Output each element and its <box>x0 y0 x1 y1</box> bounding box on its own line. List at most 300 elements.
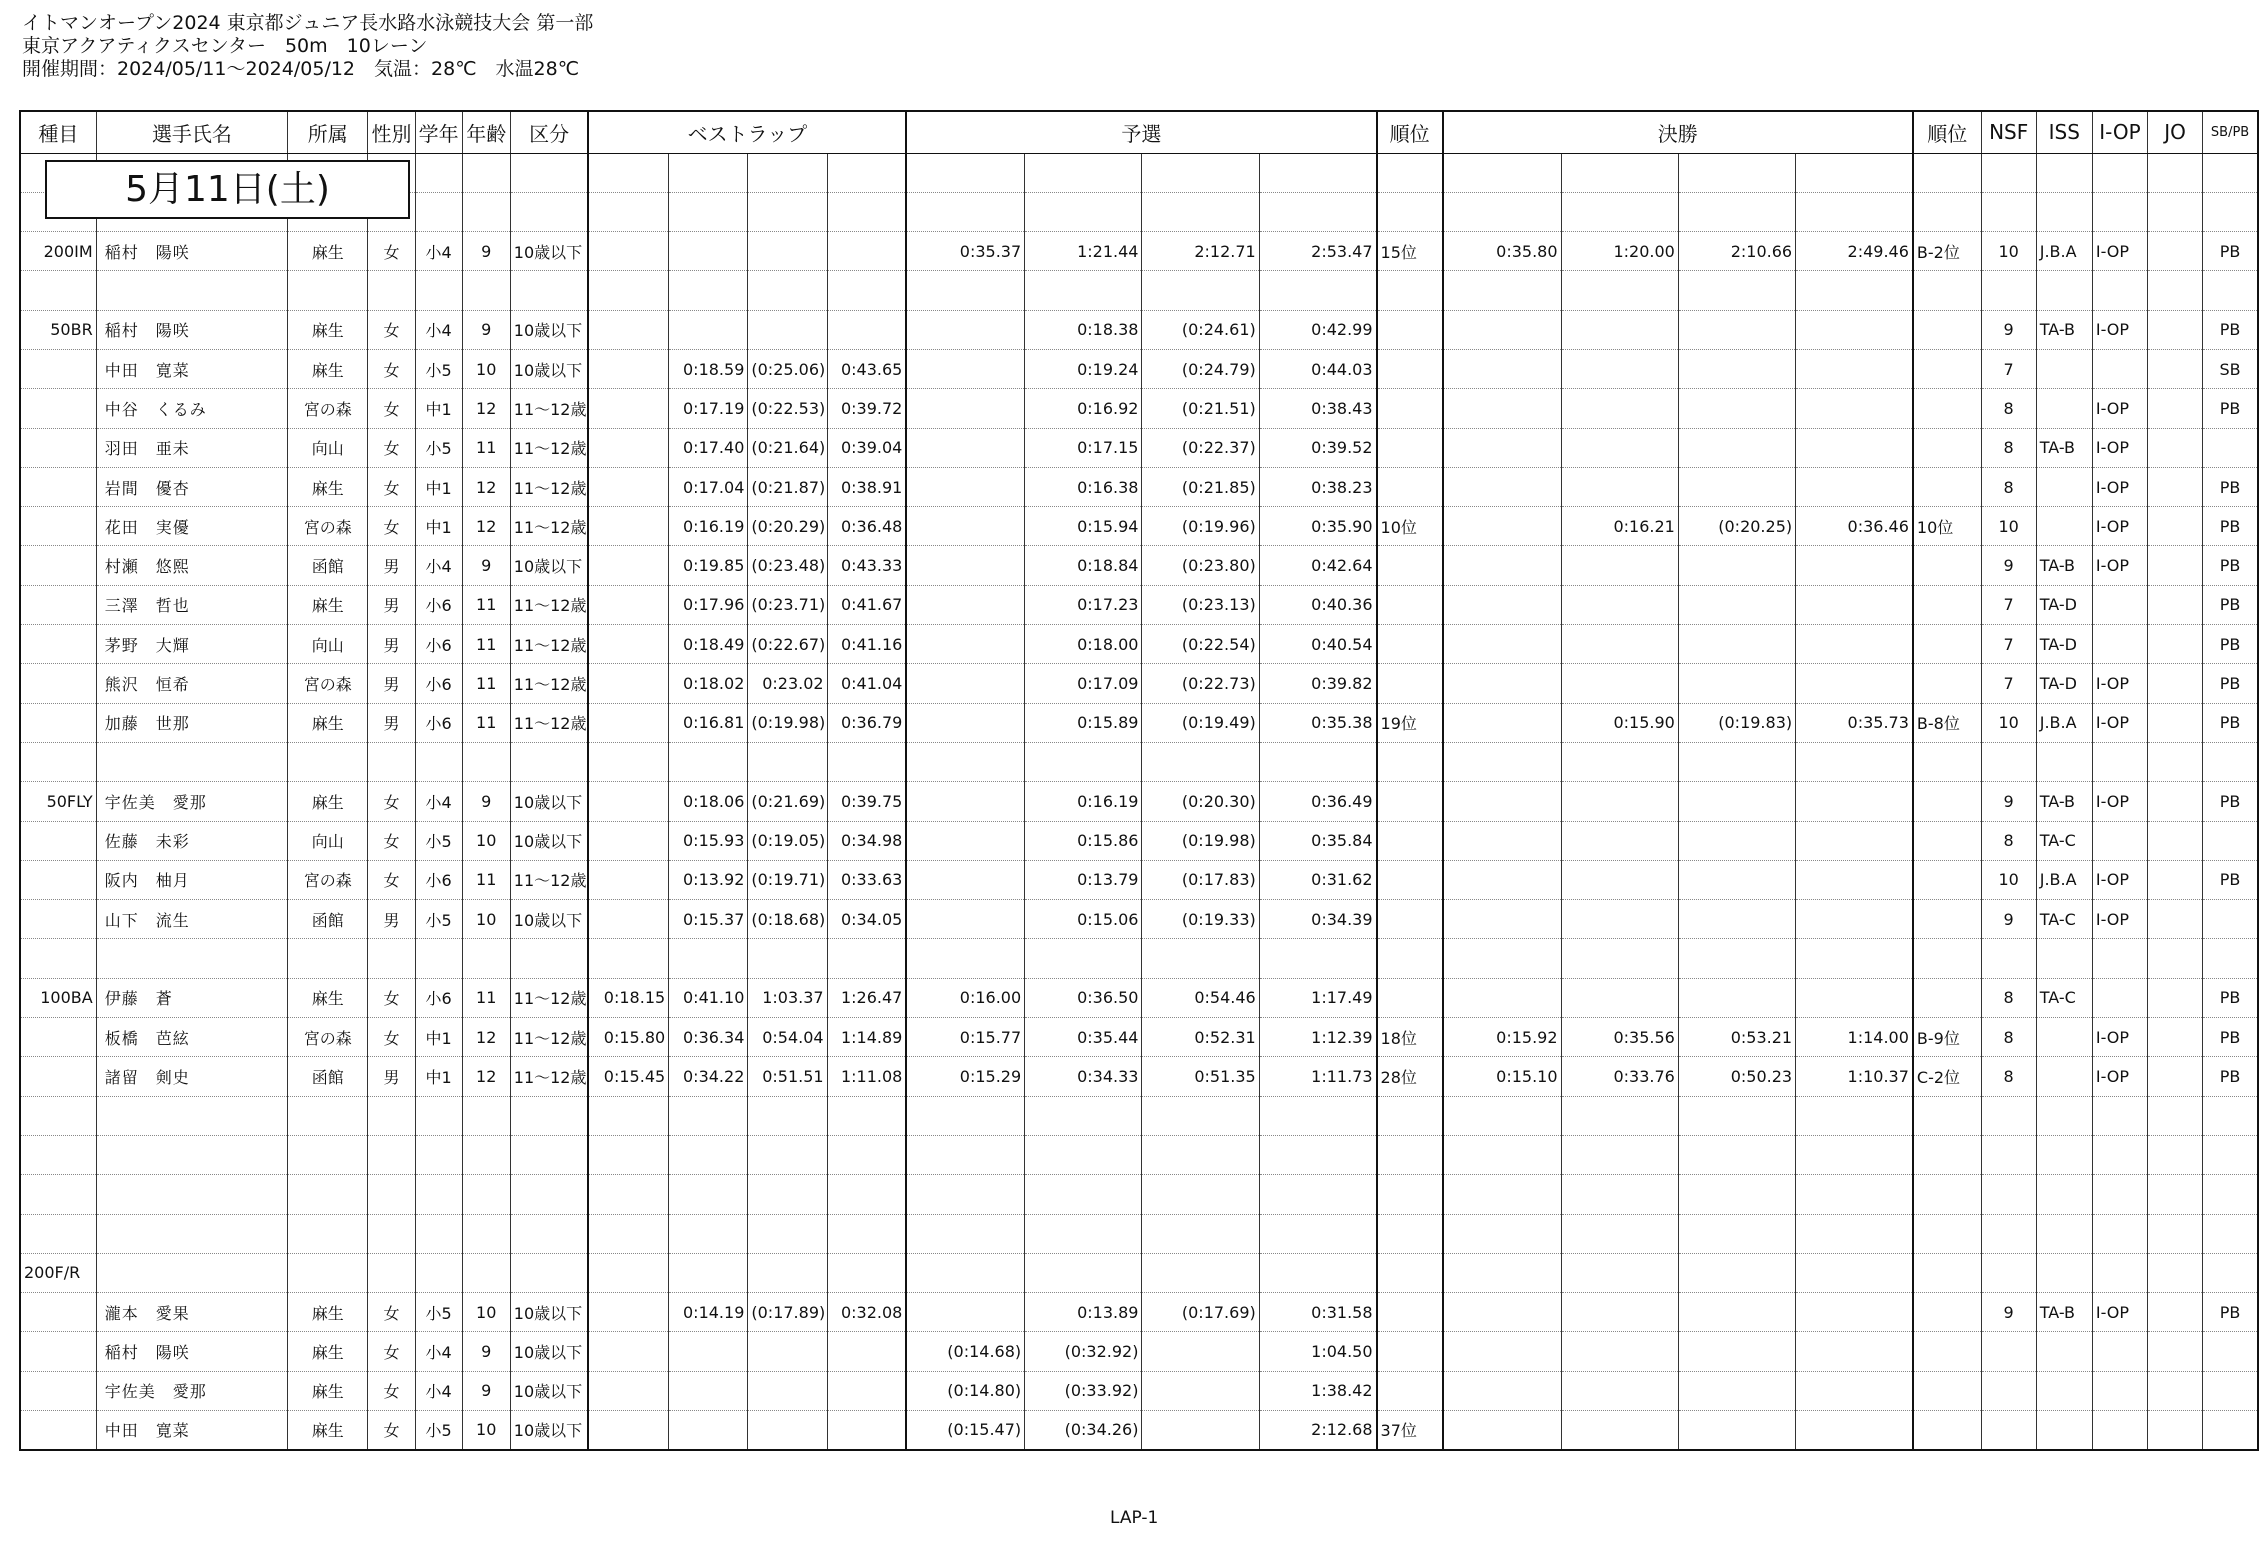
empty-cell <box>1981 192 2036 231</box>
best-lap-split: (0:22.53) <box>748 389 827 428</box>
best-lap-split: 1:14.89 <box>827 1018 906 1057</box>
empty-cell <box>2092 192 2147 231</box>
empty-cell <box>2203 271 2258 310</box>
age-cell: 12 <box>462 467 510 506</box>
final-split <box>1443 349 1561 388</box>
empty-cell <box>1259 1135 1376 1174</box>
sex-cell: 女 <box>368 1411 415 1450</box>
best-lap-split <box>588 310 668 349</box>
age-cell: 11 <box>462 703 510 742</box>
prelim-split: 1:04.50 <box>1259 1332 1376 1371</box>
prelim-split: (0:17.83) <box>1142 860 1259 899</box>
empty-cell <box>368 939 415 978</box>
sbpb-cell: PB <box>2203 782 2258 821</box>
empty-cell <box>415 742 462 781</box>
empty-cell <box>906 1253 1024 1292</box>
division-cell: 11～12歳 <box>510 389 588 428</box>
best-lap-split: (0:19.98) <box>748 703 827 742</box>
team-cell: 麻生 <box>288 1332 368 1371</box>
event-cell <box>20 939 96 978</box>
iss-cell <box>2036 1057 2092 1096</box>
iss-cell: TA-D <box>2036 585 2092 624</box>
prelim-split: 0:44.03 <box>1259 349 1376 388</box>
final-rank <box>1913 900 1981 939</box>
event-cell <box>20 625 96 664</box>
best-lap-split <box>588 703 668 742</box>
prelim-split <box>906 546 1024 585</box>
empty-cell <box>2203 1253 2258 1292</box>
grade-cell: 中1 <box>415 507 462 546</box>
prelim-split: 0:39.52 <box>1259 428 1376 467</box>
team-cell: 麻生 <box>288 782 368 821</box>
final-split <box>1443 782 1561 821</box>
prelim-split: 0:15.29 <box>906 1057 1024 1096</box>
empty-cell <box>510 271 588 310</box>
empty-cell <box>1561 1253 1678 1292</box>
empty-cell <box>1796 1175 1913 1214</box>
iss-cell <box>2036 1411 2092 1450</box>
best-lap-split <box>588 467 668 506</box>
empty-cell <box>2092 939 2147 978</box>
prelim-split: (0:33.92) <box>1025 1371 1142 1410</box>
empty-cell <box>2092 271 2147 310</box>
prelim-split: 0:42.99 <box>1259 310 1376 349</box>
division-cell: 11～12歳 <box>510 978 588 1017</box>
table-row <box>20 271 2258 310</box>
sex-cell: 女 <box>368 782 415 821</box>
final-rank <box>1913 1332 1981 1371</box>
best-lap-split: (0:21.69) <box>748 782 827 821</box>
empty-cell <box>1025 1253 1142 1292</box>
empty-cell <box>415 271 462 310</box>
team-cell: 麻生 <box>288 1371 368 1410</box>
grade-cell: 小4 <box>415 1371 462 1410</box>
best-lap-split <box>588 232 668 271</box>
empty-cell <box>1796 1253 1913 1292</box>
final-split: 0:35.56 <box>1561 1018 1678 1057</box>
col-rank-prelim: 順位 <box>1377 111 1443 153</box>
best-lap-split <box>588 1293 668 1332</box>
iss-cell <box>2036 349 2092 388</box>
event-cell <box>20 1371 96 1410</box>
prelim-split: (0:23.13) <box>1142 585 1259 624</box>
best-lap-split <box>588 1411 668 1450</box>
sex-cell: 女 <box>368 507 415 546</box>
event-cell <box>20 1293 96 1332</box>
swimmer-name: 宇佐美 愛那 <box>96 1371 288 1410</box>
prelim-split <box>1142 1371 1259 1410</box>
best-lap-split <box>588 585 668 624</box>
final-split <box>1561 467 1678 506</box>
jo-cell <box>2148 232 2203 271</box>
prelim-split <box>906 860 1024 899</box>
prelim-split: 0:15.06 <box>1025 900 1142 939</box>
final-split <box>1561 782 1678 821</box>
empty-cell <box>510 1253 588 1292</box>
jo-cell <box>2148 310 2203 349</box>
prelim-split: 0:18.84 <box>1025 546 1142 585</box>
empty-cell <box>2036 192 2092 231</box>
age-cell: 12 <box>462 1057 510 1096</box>
final-split <box>1796 625 1913 664</box>
swimmer-name: 諸留 剣史 <box>96 1057 288 1096</box>
empty-cell <box>827 1214 906 1253</box>
sbpb-cell: PB <box>2203 664 2258 703</box>
final-rank: C-2位 <box>1913 1057 1981 1096</box>
prelim-split: 0:16.19 <box>1025 782 1142 821</box>
empty-cell <box>1913 1175 1981 1214</box>
best-lap-split: 0:15.93 <box>669 821 748 860</box>
empty-cell <box>1377 192 1443 231</box>
best-lap-split <box>748 1332 827 1371</box>
empty-cell <box>1259 939 1376 978</box>
prelim-split: 0:35.44 <box>1025 1018 1142 1057</box>
jo-cell <box>2148 860 2203 899</box>
swimmer-name: 稲村 陽咲 <box>96 310 288 349</box>
jo-cell <box>2148 546 2203 585</box>
empty-cell <box>1913 1096 1981 1135</box>
sbpb-cell: PB <box>2203 1018 2258 1057</box>
empty-cell <box>1259 742 1376 781</box>
final-split <box>1561 821 1678 860</box>
table-row <box>20 585 2258 624</box>
final-rank <box>1913 467 1981 506</box>
empty-cell <box>748 271 827 310</box>
table-row <box>20 939 2258 978</box>
prelim-rank: 18位 <box>1377 1018 1443 1057</box>
sbpb-cell: PB <box>2203 546 2258 585</box>
empty-cell <box>368 1214 415 1253</box>
table-row <box>20 1175 2258 1214</box>
division-cell: 10歳以下 <box>510 1293 588 1332</box>
empty-cell <box>288 939 368 978</box>
final-split <box>1561 664 1678 703</box>
final-split <box>1443 585 1561 624</box>
prelim-split: (0:20.30) <box>1142 782 1259 821</box>
final-split <box>1678 978 1795 1017</box>
iop-cell: I-OP <box>2092 860 2147 899</box>
best-lap-split <box>588 782 668 821</box>
sex-cell: 女 <box>368 978 415 1017</box>
final-split: 1:10.37 <box>1796 1057 1913 1096</box>
empty-cell <box>1443 153 1561 192</box>
col-best-lap: ベストラップ <box>588 111 906 153</box>
sex-cell: 男 <box>368 585 415 624</box>
empty-cell <box>510 939 588 978</box>
empty-cell <box>1678 271 1795 310</box>
empty-cell <box>462 742 510 781</box>
grade-cell: 中1 <box>415 467 462 506</box>
best-lap-split <box>588 389 668 428</box>
grade-cell: 小4 <box>415 546 462 585</box>
final-split: 1:14.00 <box>1796 1018 1913 1057</box>
sbpb-cell: PB <box>2203 1057 2258 1096</box>
empty-cell <box>1678 1135 1795 1174</box>
empty-cell <box>1981 271 2036 310</box>
final-split <box>1678 625 1795 664</box>
final-split <box>1796 389 1913 428</box>
sex-cell: 女 <box>368 1018 415 1057</box>
empty-cell <box>1913 939 1981 978</box>
empty-cell <box>1678 1214 1795 1253</box>
final-split <box>1443 428 1561 467</box>
division-cell: 11～12歳 <box>510 1057 588 1096</box>
empty-cell <box>1142 1253 1259 1292</box>
grade-cell: 小6 <box>415 625 462 664</box>
empty-cell <box>1443 1135 1561 1174</box>
final-split <box>1443 860 1561 899</box>
best-lap-split <box>588 860 668 899</box>
event-cell <box>20 664 96 703</box>
best-lap-split: (0:25.06) <box>748 349 827 388</box>
iop-cell: I-OP <box>2092 546 2147 585</box>
jo-cell <box>2148 1411 2203 1450</box>
swimmer-name: 稲村 陽咲 <box>96 232 288 271</box>
event-cell <box>20 1096 96 1135</box>
team-cell: 向山 <box>288 821 368 860</box>
empty-cell <box>288 1253 368 1292</box>
event-cell <box>20 389 96 428</box>
empty-cell <box>1025 939 1142 978</box>
empty-cell <box>906 153 1024 192</box>
document-title: イトマンオープン2024 東京都ジュニア長水路水泳競技大会 第一部 <box>22 12 594 34</box>
empty-cell <box>1981 939 2036 978</box>
event-cell <box>20 1135 96 1174</box>
final-split <box>1796 664 1913 703</box>
prelim-split: (0:21.85) <box>1142 467 1259 506</box>
final-split <box>1561 1411 1678 1450</box>
final-split: 0:15.10 <box>1443 1057 1561 1096</box>
empty-cell <box>96 271 288 310</box>
final-split <box>1443 625 1561 664</box>
nsf-cell: 8 <box>1981 467 2036 506</box>
col-final: 決勝 <box>1443 111 1913 153</box>
table-row <box>20 1214 2258 1253</box>
empty-cell <box>1443 939 1561 978</box>
prelim-rank <box>1377 546 1443 585</box>
best-lap-split: 0:18.59 <box>669 349 748 388</box>
sbpb-cell: PB <box>2203 389 2258 428</box>
table-row <box>20 349 2258 388</box>
empty-cell <box>1377 1214 1443 1253</box>
best-lap-split: 0:14.19 <box>669 1293 748 1332</box>
final-split <box>1678 664 1795 703</box>
prelim-split: 0:18.00 <box>1025 625 1142 664</box>
age-cell: 11 <box>462 860 510 899</box>
best-lap-split <box>827 310 906 349</box>
best-lap-split <box>588 349 668 388</box>
event-cell: 200F/R <box>20 1253 96 1292</box>
prelim-split: (0:24.61) <box>1142 310 1259 349</box>
empty-cell <box>1796 1135 1913 1174</box>
empty-cell <box>1259 1096 1376 1135</box>
empty-cell <box>1443 742 1561 781</box>
col-rank-final: 順位 <box>1913 111 1981 153</box>
final-split: 0:15.92 <box>1443 1018 1561 1057</box>
jo-cell <box>2148 625 2203 664</box>
best-lap-split: 0:51.51 <box>748 1057 827 1096</box>
final-rank <box>1913 310 1981 349</box>
empty-cell <box>1796 192 1913 231</box>
sbpb-cell <box>2203 821 2258 860</box>
best-lap-split: 0:16.81 <box>669 703 748 742</box>
best-lap-split: 0:15.45 <box>588 1057 668 1096</box>
iss-cell: TA-B <box>2036 546 2092 585</box>
results-table <box>19 110 2259 1451</box>
empty-cell <box>2036 939 2092 978</box>
final-split <box>1561 860 1678 899</box>
event-cell <box>20 900 96 939</box>
team-cell: 麻生 <box>288 310 368 349</box>
final-rank: 10位 <box>1913 507 1981 546</box>
empty-cell <box>288 1096 368 1135</box>
final-split <box>1678 821 1795 860</box>
prelim-rank: 37位 <box>1377 1411 1443 1450</box>
empty-cell <box>1025 1214 1142 1253</box>
prelim-split: 0:15.86 <box>1025 821 1142 860</box>
empty-cell <box>368 742 415 781</box>
final-split <box>1796 349 1913 388</box>
empty-cell <box>1981 1096 2036 1135</box>
empty-cell <box>1796 742 1913 781</box>
jo-cell <box>2148 349 2203 388</box>
empty-cell <box>368 1096 415 1135</box>
event-cell <box>20 507 96 546</box>
grade-cell: 中1 <box>415 1018 462 1057</box>
empty-cell <box>588 1135 668 1174</box>
sex-cell: 女 <box>368 428 415 467</box>
empty-cell <box>588 1214 668 1253</box>
best-lap-split: (0:21.64) <box>748 428 827 467</box>
jo-cell <box>2148 1332 2203 1371</box>
jo-cell <box>2148 900 2203 939</box>
best-lap-split <box>588 428 668 467</box>
final-split <box>1561 1332 1678 1371</box>
swimmer-name: 阪内 柚月 <box>96 860 288 899</box>
prelim-split: 2:53.47 <box>1259 232 1376 271</box>
empty-cell <box>1025 742 1142 781</box>
final-rank <box>1913 1371 1981 1410</box>
empty-cell <box>669 271 748 310</box>
best-lap-split: 0:34.05 <box>827 900 906 939</box>
iss-cell: TA-C <box>2036 978 2092 1017</box>
empty-cell <box>588 1253 668 1292</box>
empty-cell <box>96 1253 288 1292</box>
empty-cell <box>748 153 827 192</box>
date-label: 5月11日(土) <box>45 160 410 219</box>
division-cell: 11～12歳 <box>510 860 588 899</box>
prelim-rank <box>1377 625 1443 664</box>
final-split <box>1443 664 1561 703</box>
prelim-split <box>906 507 1024 546</box>
final-split <box>1678 1332 1795 1371</box>
swimmer-name: 稲村 陽咲 <box>96 1332 288 1371</box>
prelim-split: 2:12.71 <box>1142 232 1259 271</box>
empty-cell <box>2148 153 2203 192</box>
empty-cell <box>1561 939 1678 978</box>
team-cell: 麻生 <box>288 585 368 624</box>
empty-cell <box>1142 153 1259 192</box>
final-rank <box>1913 978 1981 1017</box>
age-cell: 11 <box>462 664 510 703</box>
prelim-split <box>906 782 1024 821</box>
sex-cell: 女 <box>368 1371 415 1410</box>
best-lap-split: (0:19.05) <box>748 821 827 860</box>
col-event: 種目 <box>20 111 96 153</box>
table-row <box>20 310 2258 349</box>
table-row <box>20 664 2258 703</box>
empty-cell <box>1025 1175 1142 1214</box>
page-footer: LAP-1 <box>1110 1508 1159 1528</box>
event-cell <box>20 703 96 742</box>
iss-cell: TA-B <box>2036 1293 2092 1332</box>
swimmer-name: 羽田 亜未 <box>96 428 288 467</box>
final-split <box>1443 821 1561 860</box>
age-cell: 9 <box>462 546 510 585</box>
table-row <box>20 821 2258 860</box>
sex-cell: 男 <box>368 664 415 703</box>
best-lap-split: 0:41.67 <box>827 585 906 624</box>
prelim-split: 0:16.38 <box>1025 467 1142 506</box>
empty-cell <box>1377 1253 1443 1292</box>
empty-cell <box>415 939 462 978</box>
division-cell: 11～12歳 <box>510 1018 588 1057</box>
final-split: 1:20.00 <box>1561 232 1678 271</box>
best-lap-split: (0:19.71) <box>748 860 827 899</box>
prelim-split <box>1142 1411 1259 1450</box>
iop-cell: I-OP <box>2092 1293 2147 1332</box>
grade-cell: 小6 <box>415 703 462 742</box>
final-split <box>1561 900 1678 939</box>
table-row <box>20 428 2258 467</box>
prelim-split <box>906 389 1024 428</box>
empty-cell <box>827 192 906 231</box>
empty-cell <box>1443 1175 1561 1214</box>
event-cell <box>20 1175 96 1214</box>
final-split <box>1678 782 1795 821</box>
final-split <box>1796 1411 1913 1450</box>
prelim-split: 0:16.00 <box>906 978 1024 1017</box>
final-split <box>1796 978 1913 1017</box>
prelim-split: 0:35.37 <box>906 232 1024 271</box>
jo-cell <box>2148 389 2203 428</box>
prelim-rank <box>1377 860 1443 899</box>
prelim-split: 1:38.42 <box>1259 1371 1376 1410</box>
empty-cell <box>1561 1135 1678 1174</box>
table-row <box>20 1253 2258 1292</box>
empty-cell <box>1561 1214 1678 1253</box>
table-row <box>20 900 2258 939</box>
prelim-split: 0:13.89 <box>1025 1293 1142 1332</box>
empty-cell <box>2092 1096 2147 1135</box>
sbpb-cell: PB <box>2203 507 2258 546</box>
best-lap-split <box>827 1411 906 1450</box>
iss-cell: TA-B <box>2036 428 2092 467</box>
prelim-split <box>906 349 1024 388</box>
final-rank <box>1913 860 1981 899</box>
iop-cell: I-OP <box>2092 1057 2147 1096</box>
sex-cell: 女 <box>368 389 415 428</box>
prelim-split: 1:12.39 <box>1259 1018 1376 1057</box>
swimmer-name: 中田 寛菜 <box>96 349 288 388</box>
best-lap-split <box>588 821 668 860</box>
division-cell: 10歳以下 <box>510 1371 588 1410</box>
empty-cell <box>1796 1214 1913 1253</box>
empty-cell <box>2092 1135 2147 1174</box>
empty-cell <box>669 1214 748 1253</box>
best-lap-split: 0:36.48 <box>827 507 906 546</box>
best-lap-split: 0:17.19 <box>669 389 748 428</box>
